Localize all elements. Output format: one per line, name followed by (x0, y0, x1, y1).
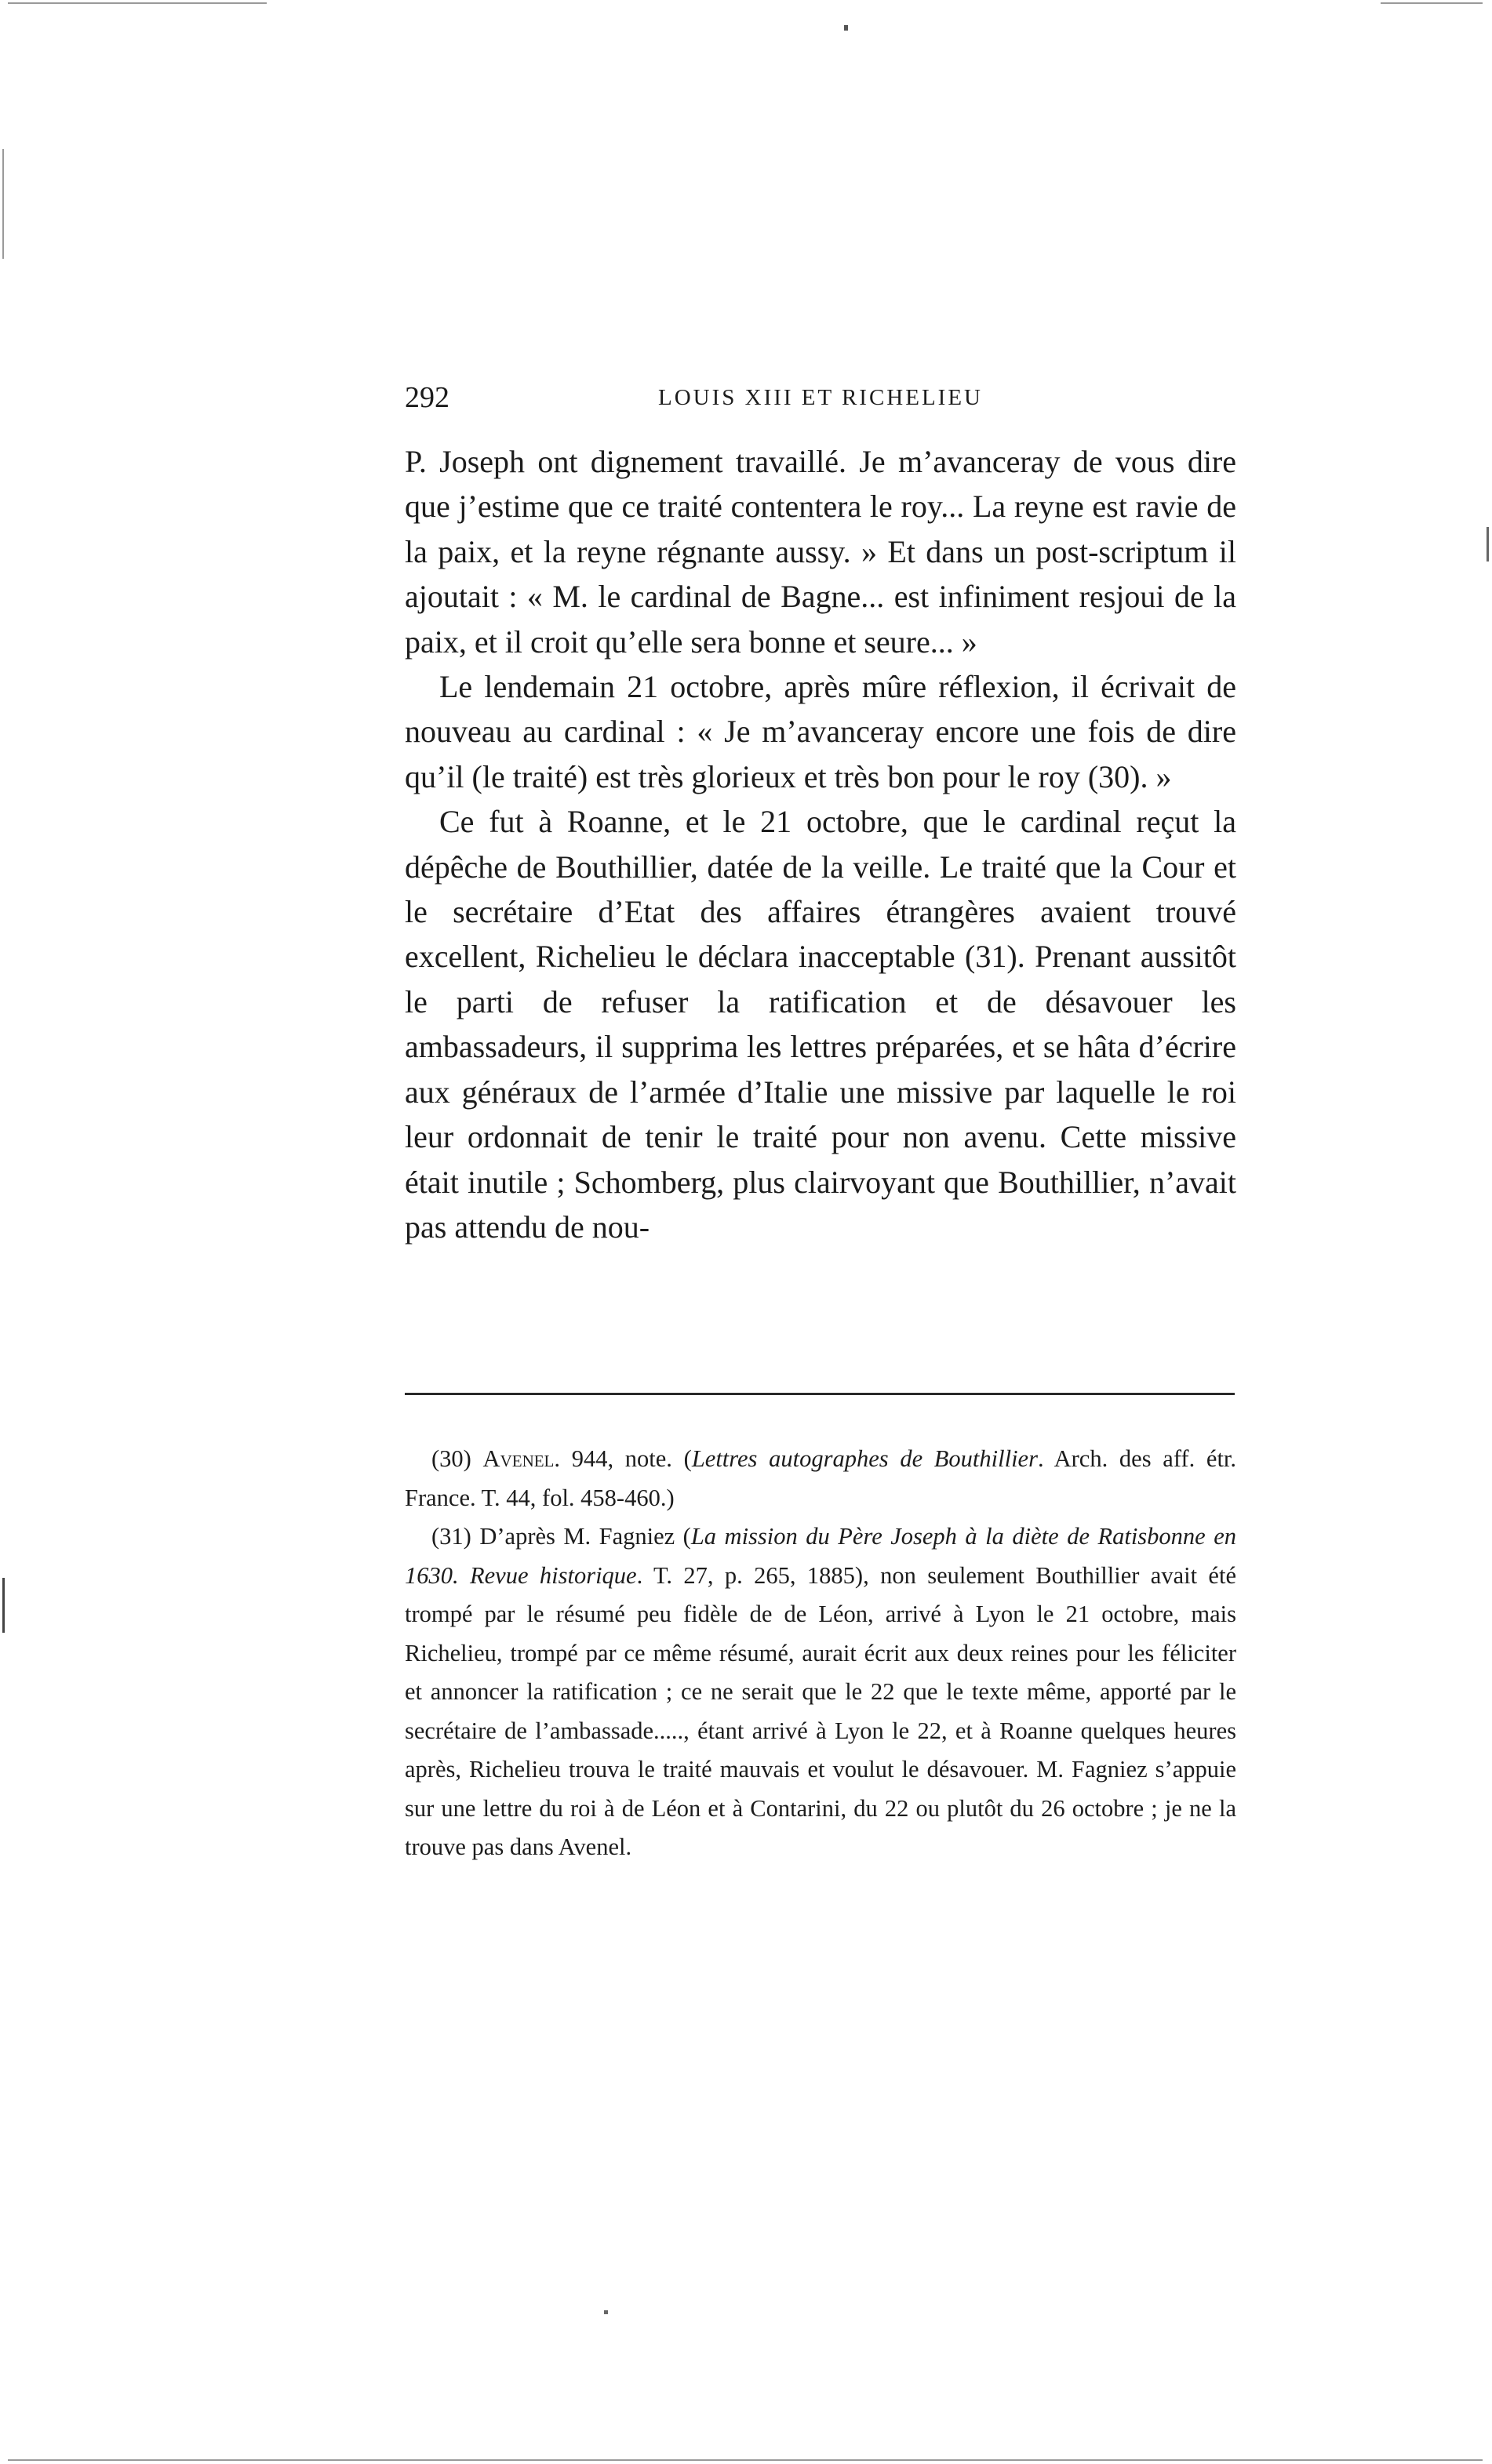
paragraph-lendemain: Le lendemain 21 octobre, après mûre réflexion, il écrivait de nouveau au cardinal : « Je m’avanceray encore une fois de dire qu’il (le traité) est très glorieux et très bon pour le roy (30). » (405, 669, 1236, 794)
footnote-30-work: Lettres autographes de Bouthillier (691, 1445, 1038, 1472)
footnote-31-text-a: D’après M. Fagniez ( (479, 1523, 691, 1550)
page-number: 292 (405, 381, 449, 414)
main-text (405, 439, 1236, 1249)
scan-mark-left-edge (2, 149, 4, 259)
page-header (405, 378, 1236, 417)
footnote-31 (405, 1517, 1236, 1867)
footnotes (405, 1440, 1236, 1867)
footnote-30-text-a: . 944, note. ( (554, 1445, 692, 1472)
footnote-30-author: Avenel (482, 1445, 555, 1472)
scan-mark-right-edge (1487, 527, 1489, 561)
scan-mark-bottom-line (8, 2459, 1483, 2461)
footnote-rule (405, 1393, 1235, 1395)
footnote-30-text-b: . Arch. des aff. étr. France. T. 44, fol. 458-460.) (405, 1445, 1237, 1511)
scan-mark-bottom-dot (604, 2310, 608, 2314)
paragraph-continued: P. Joseph ont dignement travaillé. Je m’avanceray de vous dire que j’estime que ce traité contentera le roy... La reyne est ravie de la paix, et la reyne régnante aussy. » Et dans un post-scriptum il ajoutait : « M. le cardinal de Bagne... est infiniment resjoui de la paix, et il croit qu’elle sera bonne et seure... » (405, 444, 1236, 660)
footnote-31-number: (31) (431, 1523, 471, 1550)
footnote-30-number: (30) (431, 1445, 471, 1472)
scan-mark-top-dot (844, 25, 848, 31)
footnote-30 (405, 1440, 1236, 1517)
footnote-31-text-b: . T. 27, p. 265, 1885), non seulement Bouthillier avait été trompé par le résumé peu fidèle de de Léon, arrivé à Lyon le 21 octobre, mais Richelieu, trompé par ce même résumé, aurait écrit aux deux reines pour les féliciter et annoncer la ratification ; ce ne serait que le 22 que le texte même, apporté par le secrétaire de l’ambassade....., étant arrivé à Lyon le 22, et à Roanne quelques heures après, Richelieu trouva le traité mauvais et voulut le désavouer. M. Fagniez s’appuie sur une lettre du roi à de Léon et à Contarini, du 22 ou plutôt du 26 octobre ; je ne la trouve pas dans Avenel. (405, 1561, 1236, 1860)
paragraph-roanne: Ce fut à Roanne, et le 21 octobre, que le cardinal reçut la dépêche de Bouthillier, datée de la veille. Le traité que la Cour et le secrétaire d’Etat des affaires étrangères avaient trouvé excellent, Richelieu le déclara inacceptable (31). Prenant aussitôt le parti de refuser la ratification et de désavouer les ambassadeurs, il supprima les lettres préparées, et se hâta d’écrire aux généraux de l’armée d’Italie une missive par laquelle le roi leur ordonnait de tenir le traité pour non avenu. Cette missive était inutile ; Schomberg, plus clairvoyant que Bouthillier, n’avait pas attendu de nou- (405, 804, 1236, 1245)
footnote-31-work: La mission du Père Joseph à la diète de Ratisbonne en 1630. Revue historique (405, 1523, 1237, 1589)
running-title: LOUIS XIII ET RICHELIEU (658, 385, 983, 410)
scan-mark-top-right-line (1381, 2, 1483, 4)
scan-mark-left-edge-lower (2, 1578, 5, 1633)
scan-mark-top-left-line (8, 2, 267, 4)
